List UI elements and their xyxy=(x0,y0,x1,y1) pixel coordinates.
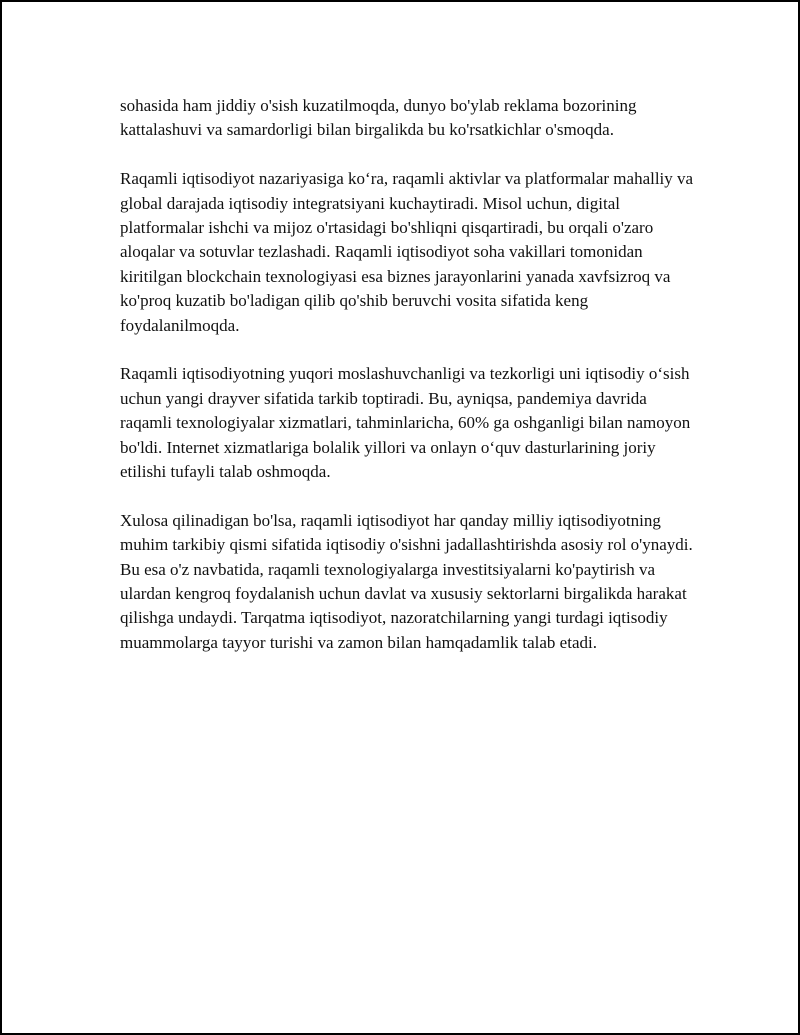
paragraph-2: Raqamli iqtisodiyot nazariyasiga ko‘ra, raqamli aktivlar va platformalar mahalliy va global darajada iqtisodiy integratsiyani kuchaytiradi. Misol uchun, digital platformalar ishchi va mijoz o'rtasidagi bo'shliqni qisqartiradi, bu orqali o'zaro aloqalar va sotuvlar tezlashadi. Raqamli iqtisodiyot soha vakillari tomonidan kiritilgan blockchain texnologiyasi esa biznes jarayonlarini yanada xavfsizroq va ko'proq kuzatib bo'ladigan qilib qo'shib beruvchi vosita sifatida keng foydalanilmoqda. xyxy=(120,169,694,335)
paragraph-1: sohasida ham jiddiy o'sish kuzatilmoqda, dunyo bo'ylab reklama bozorining kattalashuvi va samardorligi bilan birgalikda bu ko'rsatkichlar o'smoqda. xyxy=(120,96,637,140)
paragraph-4: Xulosa qilinadigan bo'lsa, raqamli iqtisodiyot har qanday milliy iqtisodiyotning muhim tarkibiy qismi sifatida iqtisodiy o'sishni jadallashtirishda asosiy rol o'ynaydi. Bu esa o'z navbatida, raqamli texnologiyalarga investitsiyalarni ko'paytirish va ulardan kengroq foydalanish uchun davlat va xususiy sektorlarni birgalikda harakat qilishga undaydi. Tarqatma iqtisodiyot, nazoratchilarning yangi turdagi iqtisodiy muammolarga tayyor turishi va zamon bilan hamqadamlik talab etadi. xyxy=(120,510,693,652)
document-body xyxy=(120,94,700,680)
paragraph-3: Raqamli iqtisodiyotning yuqori moslashuvchanligi va tezkorligi uni iqtisodiy o‘sish uchun yangi drayver sifatida tarkib toptiradi. Bu, ayniqsa, pandemiya davrida raqamli texnologiyalar xizmatlari, tahminlaricha, 60% ga oshganligi bilan namoyon bo'ldi. Internet xizmatlariga bolalik yillori va onlayn o‘quv dasturlarining joriy etilishi tufayli talab oshmoqda. xyxy=(120,364,691,482)
